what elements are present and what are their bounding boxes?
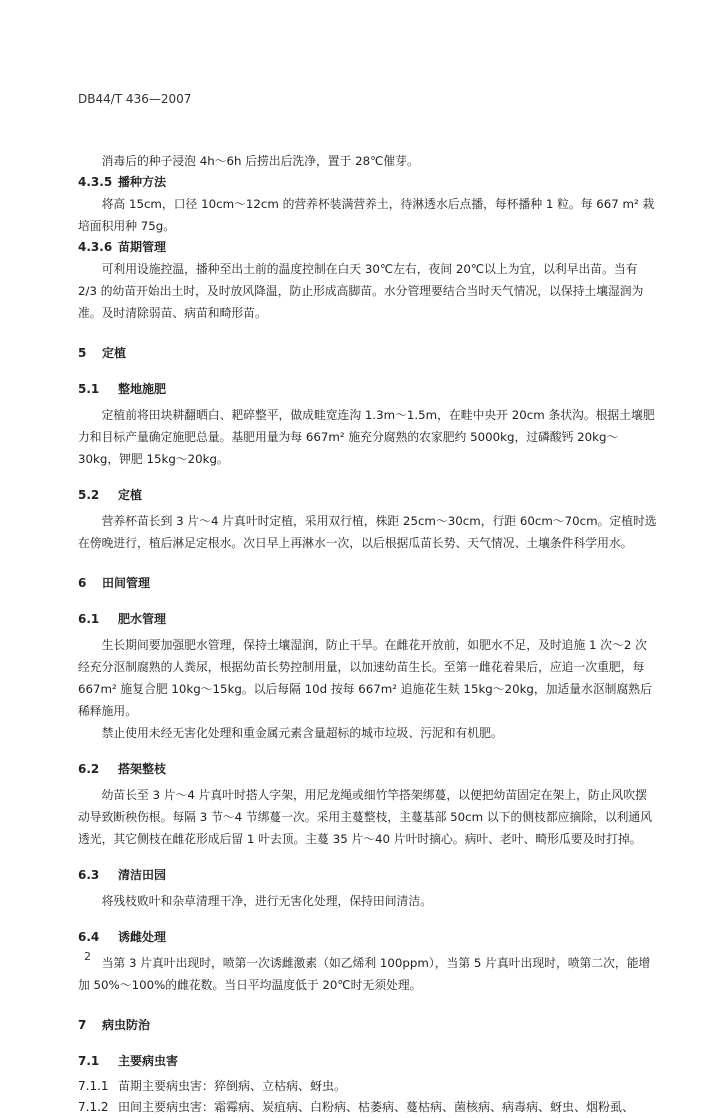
clause-heading — [78, 237, 658, 258]
subsection-heading — [78, 608, 658, 630]
document-body — [78, 150, 658, 1118]
paragraph: 定植前将田块耕翻晒白、耙碎整平，做成畦宽连沟 1.3m～1.5m，在畦中央开 20cm 条状沟。根据土壤肥力和目标产量确定施肥总量。基肥用量为每 667m² 施充分腐熟的农家肥约 5000kg，过磷酸钙 20kg～30kg，钾肥 15kg～20kg。 — [78, 408, 655, 466]
heading-number: 4.3.6 — [78, 240, 113, 254]
paragraph: 将残枝败叶和杂草清理干净，进行无害化处理，保持田间清洁。 — [101, 894, 432, 908]
heading-title: 苗期管理 — [118, 240, 167, 254]
section-heading — [78, 342, 658, 364]
paragraph: 营养杯苗长到 3 片～4 片真叶时定植，采用双行植，株距 25cm～30cm，行距 60cm～70cm。定植时选在傍晚进行，植后淋足定根水。次日早上再淋水一次，以后根据瓜苗长势、天气情况、土壤条件科学用水。 — [78, 514, 657, 550]
subsection-heading — [78, 758, 658, 780]
subsection-heading — [78, 378, 658, 400]
heading-title: 定植 — [102, 346, 127, 360]
heading-number: 5.1 — [78, 382, 100, 396]
heading-number: 7.1.1 — [78, 1079, 109, 1093]
heading-number: 5 — [78, 346, 87, 360]
section-heading — [78, 572, 658, 594]
paragraph: 将高 15cm，口径 10cm～12cm 的营养杯装满营养土，待淋透水后点播，每杯播种 1 粒。每 667 m² 栽培面积用种 75g。 — [78, 197, 655, 233]
heading-title: 苗期主要病虫害：猝倒病、立枯病、蚜虫。 — [118, 1079, 347, 1093]
heading-number: 6.1 — [78, 612, 100, 626]
standard-code: DB44/T 436—2007 — [78, 92, 192, 106]
subsection-heading — [78, 864, 658, 886]
heading-number: 7.1.2 — [78, 1100, 109, 1114]
page-number: 2 — [84, 950, 91, 963]
subsection-heading — [78, 484, 658, 506]
subsection-heading — [78, 1050, 658, 1072]
heading-title: 搭架整枝 — [118, 762, 167, 776]
heading-number: 6.3 — [78, 868, 100, 882]
heading-title: 田间主要病虫害：霜霉病、炭疽病、白粉病、枯萎病、蔓枯病、菌核病、病毒病、蚜虫、烟粉虱、 — [118, 1100, 635, 1114]
heading-number: 5.2 — [78, 488, 100, 502]
paragraph: 生长期间要加强肥水管理，保持土壤湿润，防止干旱。在雌花开放前，如肥水不足，及时追施 1 次～2 次经充分沤制腐熟的人粪尿，根据幼苗长势控制用量，以加速幼苗生长。至第一雌花着果后，应追一次重肥，每 667m² 施复合肥 10kg～15kg。以后每隔 10d 按每 667m² 追施花生麸 15kg～20kg，加适量水沤制腐熟后稀释施用。 — [78, 638, 652, 718]
heading-number: 7.1 — [78, 1054, 100, 1068]
heading-title: 病虫防治 — [102, 1018, 151, 1032]
heading-title: 肥水管理 — [118, 612, 167, 626]
heading-number: 6.4 — [78, 930, 100, 944]
heading-title: 定植 — [118, 488, 143, 502]
section-heading — [78, 1014, 658, 1036]
heading-title: 播种方法 — [118, 175, 167, 189]
paragraph: 消毒后的种子浸泡 4h～6h 后捞出后洗净，置于 28℃催芽。 — [101, 154, 419, 168]
clause-heading — [78, 172, 658, 193]
heading-title: 田间管理 — [102, 576, 151, 590]
heading-number: 4.3.5 — [78, 175, 113, 189]
heading-number: 7 — [78, 1018, 87, 1032]
heading-title: 清洁田园 — [118, 868, 167, 882]
subsection-heading — [78, 926, 658, 948]
clause-heading — [78, 1076, 658, 1097]
heading-title: 整地施肥 — [118, 382, 167, 396]
heading-number: 6 — [78, 576, 87, 590]
heading-title: 诱雌处理 — [118, 930, 167, 944]
heading-number: 6.2 — [78, 762, 100, 776]
paragraph: 禁止使用未经无害化处理和重金属元素含量超标的城市垃圾、污泥和有机肥。 — [101, 726, 503, 740]
paragraph: 当第 3 片真叶出现时，喷第一次诱雌激素（如乙烯利 100ppm），当第 5 片真叶出现时，喷第二次，能增加 50%～100%的雌花数。当日平均温度低于 20℃时无须处理。 — [78, 956, 651, 992]
clause-heading — [78, 1097, 658, 1118]
paragraph: 可利用设施控温，播种至出土前的温度控制在白天 30℃左右，夜间 20℃以上为宜，以利早出苗。当有 2/3 的幼苗开始出土时，及时放风降温，防止形成高脚苗。水分管理要结合当时天气情况，以保持土壤湿润为准。及时清除弱苗、病苗和畸形苗。 — [78, 262, 644, 320]
paragraph: 幼苗长至 3 片～4 片真叶时搭人字架，用尼龙绳或细竹竿搭架绑蔓，以便把幼苗固定在架上，防止风吹摆动导致断秧伤根。每隔 3 节～4 节绑蔓一次。采用主蔓整枝，主蔓基部 50cm 以下的侧枝都应摘除，以利通风透光，其它侧枝在雌花形成后留 1 叶去顶。主蔓 35 片～40 片叶时摘心。病叶、老叶、畸形瓜要及时打掉。 — [78, 788, 653, 846]
heading-title: 主要病虫害 — [118, 1054, 179, 1068]
